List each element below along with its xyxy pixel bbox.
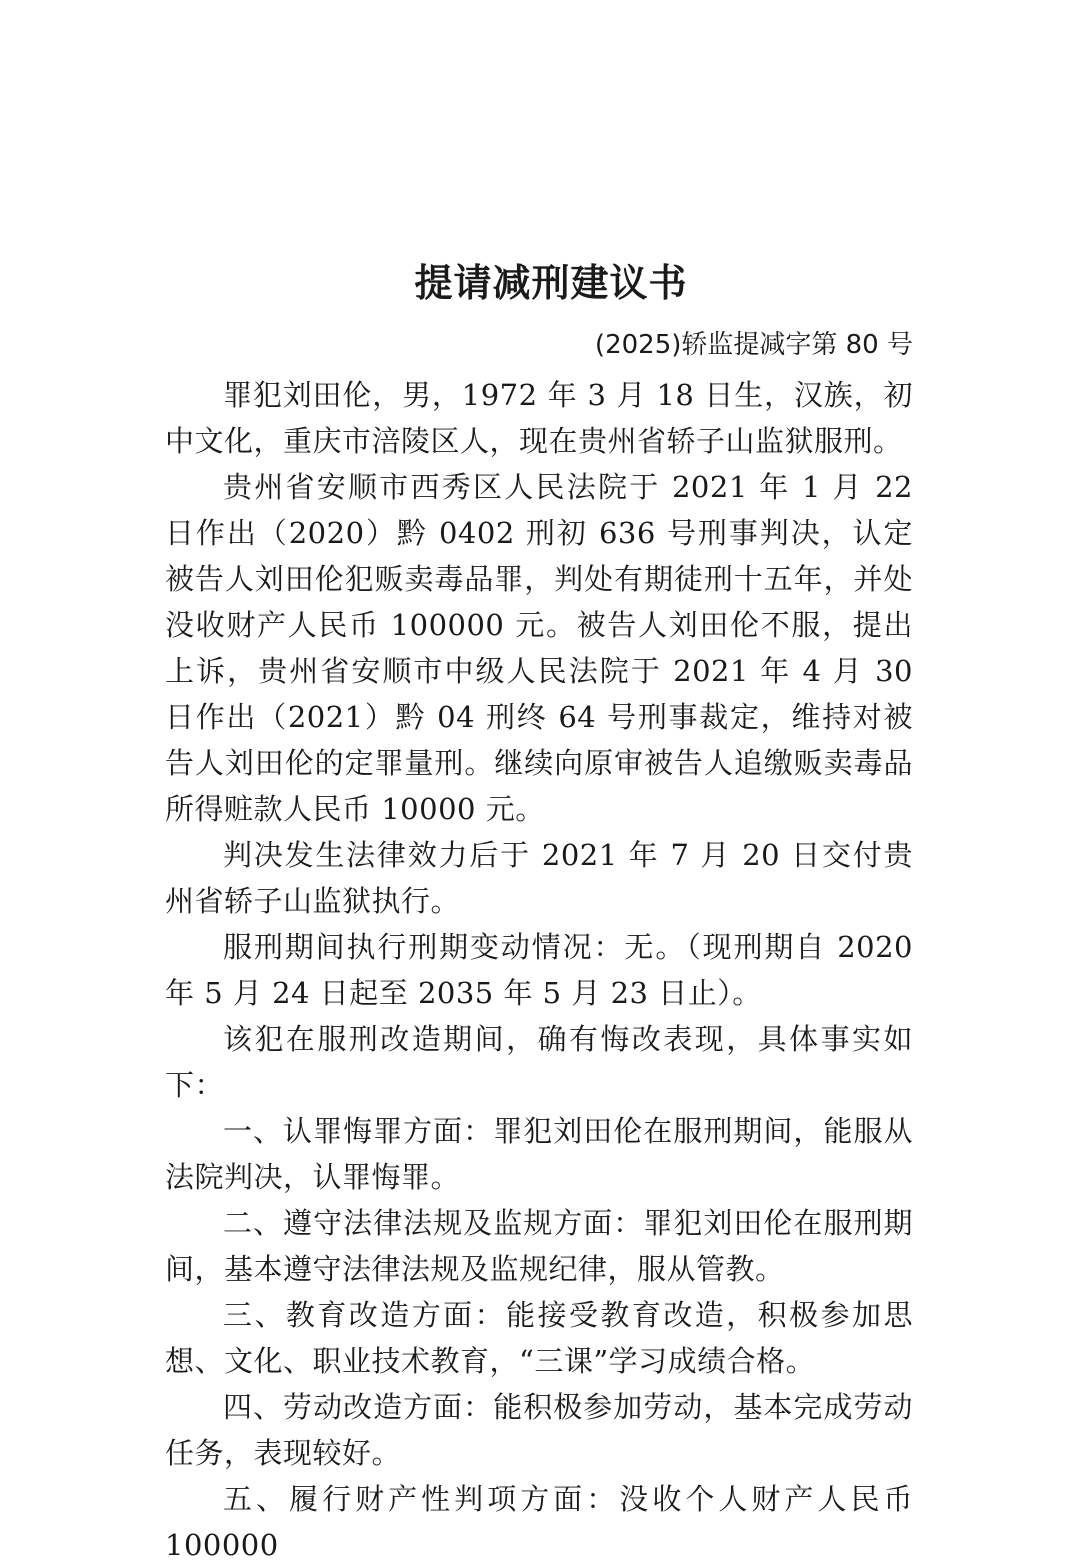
paragraph-compliance: 二、遵守法律法规及监规方面：罪犯刘田伦在服刑期间，基本遵守法律法规及监规纪律，服从管教。	[165, 1206, 913, 1286]
document-title: 提请减刑建议书	[414, 260, 688, 305]
document-page	[165, 252, 913, 1568]
paragraph-labor: 四、劳动改造方面：能积极参加劳动，基本完成劳动任务，表现较好。	[165, 1390, 913, 1470]
paragraph-repentance: 一、认罪悔罪方面：罪犯刘田伦在服刑期间，能服从法院判决，认罪悔罪。	[165, 1114, 913, 1194]
paragraph-delivery: 判决发生法律效力后于 2021 年 7 月 20 日交付贵州省轿子山监狱执行。	[165, 838, 913, 918]
paragraph-facts-intro: 该犯在服刑改造期间，确有悔改表现，具体事实如下：	[165, 1022, 913, 1102]
paragraph-education: 三、教育改造方面：能接受教育改造，积极参加思想、文化、职业技术教育，“三课”学习成绩合格。	[165, 1298, 913, 1378]
document-number: (2025)轿监提减字第 80 号	[594, 330, 913, 360]
paragraph-property: 五、履行财产性判项方面：没收个人财产人民币 100000	[165, 1482, 913, 1562]
paragraph-sentence-change: 服刑期间执行刑期变动情况：无。（现刑期自 2020 年 5 月 24 日起至 2035 年 5 月 23 日止）。	[165, 930, 913, 1010]
paragraph-criminal-info: 罪犯刘田伦，男，1972 年 3 月 18 日生，汉族，初中文化，重庆市涪陵区人，现在贵州省轿子山监狱服刑。	[165, 378, 913, 458]
paragraph-judgment: 贵州省安顺市西秀区人民法院于 2021 年 1 月 22 日作出（2020）黔 0402 刑初 636 号刑事判决，认定被告人刘田伦犯贩卖毒品罪，判处有期徒刑十五年，并处没收财产人民币 100000 元。被告人刘田伦不服，提出上诉，贵州省安顺市中级人民法院于 2021 年 4 月 30 日作出（2021）黔 04 刑终 64 号刑事裁定，维持对被告人刘田伦的定罪量刑。继续向原审被告人追缴贩卖毒品所得赃款人民币 10000 元。	[165, 470, 913, 826]
